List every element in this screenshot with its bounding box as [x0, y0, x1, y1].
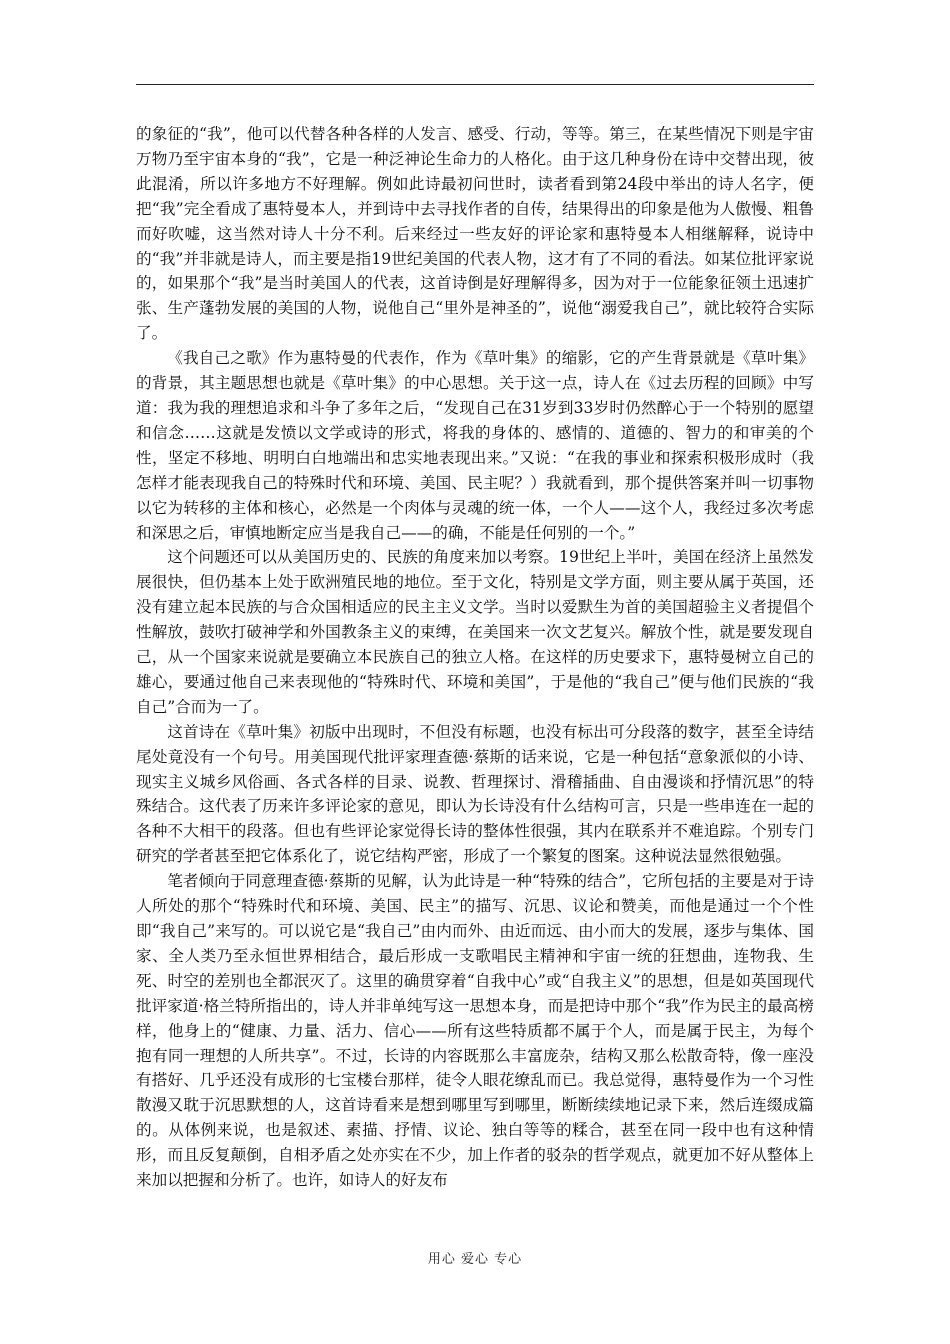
paragraph-5: 笔者倾向于同意理查德·蔡斯的见解，认为此诗是一种“特殊的结合”，它所包括的主要是对于诗人所处的那个“特殊时代和环境、美国、民主”的描写、沉思、议论和赞美，而他是通过一个个性即“我自己”来写的。可以说它是“我自己”由内而外、由近而远、由小而大的发展，逐步与集体、国家、全人类乃至永恒世界相结合，最后形成一支歌唱民主精神和宇宙一统的狂想曲，连物我、生死、时空的差别也全都泯灭了。这里的确贯穿着“自我中心”或“自我主义”的思想，但是如英国现代批评家道·格兰特所指出的，诗人并非单纯写这一思想本身，而是把诗中那个“我”作为民主的最高榜样，他身上的“健康、力量、活力、信心——所有这些特质都不属于个人，而是属于民主，为每个抱有同一理想的人所共享”。不过，长诗的内容既那么丰富庞杂，结构又那么松散奇特，像一座没有搭好、几乎还没有成形的七宝楼台那样，徒令人眼花缭乱而已。我总觉得，惠特曼作为一个习性散漫又耽于沉思默想的人，这首诗看来是想到哪里写到哪里，断断续续地记录下来，然后连缀成篇的。从体例来说，也是叙述、素描、抒情、议论、独白等等的糅合，甚至在同一段中也有这种情形，而且反复颠倒，自相矛盾之处亦实在不少，加上作者的驳杂的哲学观点，就更加不好从整体上来加以把握和分析了。也许，如诗人的好友布 [136, 872, 814, 1190]
paragraph-4: 这首诗在《草叶集》初版中出现时，不但没有标题，也没有标出可分段落的数字，甚至全诗结尾处竟没有一个句号。用美国现代批评家理查德·蔡斯的话来说，它是一种包括“意象派似的小诗、现实主义城乡风俗画、各式各样的目录、说教、哲理探讨、滑稽插曲、自由漫谈和抒情沉思”的特殊结合。这代表了历来许多评论家的意见，即认为长诗没有什么结构可言，只是一些串连在一起的各种不大相干的段落。但也有些评论家觉得长诗的整体性很强，其内在联系并不难追踪。个别专门研究的学者甚至把它体系化了，说它结构严密，形成了一个繁复的图案。这种说法显然很勉强。 [136, 722, 814, 866]
header-rule [136, 84, 814, 85]
paragraph-2: 《我自己之歌》作为惠特曼的代表作，作为《草叶集》的缩影，它的产生背景就是《草叶集》的背景，其主题思想也就是《草叶集》的中心思想。关于这一点，诗人在《过去历程的回顾》中写道：我为我的理想追求和斗争了多年之后，“发现自己在31岁到33岁时仍然醉心于一个特别的愿望和信念……这就是发愤以文学或诗的形式，将我的身体的、感情的、道德的、智力的和审美的个性，坚定不移地、明明白白地端出和忠实地表现出来。”又说：“在我的事业和探索积极形成时（我怎样才能表现我自己的特殊时代和环境、美国、民主呢？）我就看到，那个提供答案并叫一切事物以它为转移的主体和核心，必然是一个肉体与灵魂的统一体，一个人——这个人，我经过多次考虑和深思之后，审慎地断定应当是我自己——的确，不能是任何别的一个。” [136, 349, 814, 542]
paragraph-1: 的象征的“我”，他可以代替各种各样的人发言、感受、行动，等等。第三，在某些情况下则是宇宙万物乃至宇宙本身的“我”，它是一种泛神论生命力的人格化。由于这几种身份在诗中交替出现，彼此混淆，所以许多地方不好理解。例如此诗最初问世时，读者看到第24段中举出的诗人名字，便把“我”完全看成了惠特曼本人，并到诗中去寻找作者的自传，结果得出的印象是他为人傲慢、粗鲁而好吹嘘，这当然对诗人十分不利。后来经过一些友好的评论家和惠特曼本人相继解释，说诗中的“我”并非就是诗人，而主要是指19世纪美国的代表人物，这才有了不同的看法。如某位批评家说的，如果那个“我”是当时美国人的代表，这首诗倒是好理解得多，因为对于一位能象征领土迅速扩张、生产蓬勃发展的美国的人物，说他自己“里外是神圣的”，说他“溺爱我自己”，就比较符合实际了。 [136, 125, 814, 343]
body-text [136, 122, 814, 1193]
page-footer: 用心 爱心 专心 [427, 1252, 523, 1267]
paragraph-3: 这个问题还可以从美国历史的、民族的角度来加以考察。19世纪上半叶，美国在经济上虽然发展很快，但仍基本上处于欧洲殖民地的地位。至于文化，特别是文学方面，则主要从属于英国，还没有建立起本民族的与合众国相适应的民主主义文学。当时以爱默生为首的美国超验主义者提倡个性解放，鼓吹打破神学和外国教条主义的束缚，在美国来一次文艺复兴。解放个性，就是要发现自己，从一个国家来说就是要确立本民族自己的独立人格。在这样的历史要求下，惠特曼树立自己的雄心，要通过他自己来表现他的“特殊时代、环境和美国”，于是他的“我自己”便与他们民族的“我自己”合而为一了。 [136, 548, 814, 716]
